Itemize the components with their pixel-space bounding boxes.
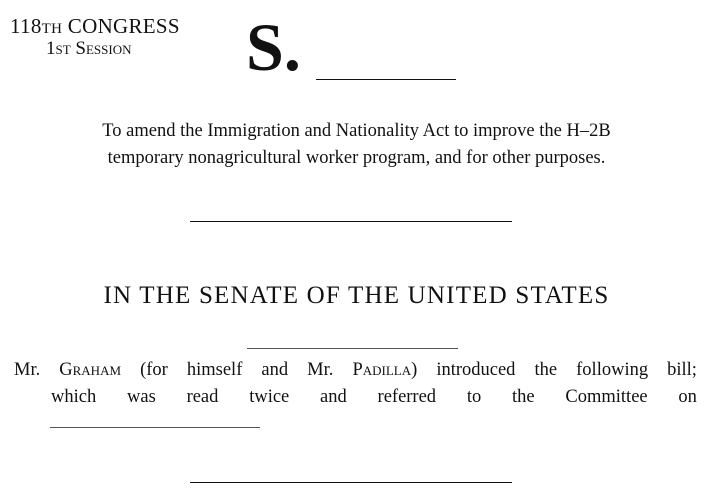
divider-rule-bottom [190, 482, 512, 483]
congress-ordinal: th [41, 14, 63, 38]
intro-word: the [534, 360, 558, 380]
intro-word: bill; [667, 360, 697, 380]
intro-word: read [186, 387, 219, 407]
committee-blank-line [50, 427, 260, 428]
divider-rule-thin [247, 348, 458, 349]
intro-word: on [678, 387, 697, 407]
divider-rule-top [190, 221, 512, 222]
intro-word: and [320, 387, 347, 407]
sponsor-name: Graham [59, 360, 122, 380]
intro-word: Committee [565, 387, 648, 407]
intro-word: introduced [436, 360, 516, 380]
intro-word: the [512, 387, 535, 407]
cosponsor-name: Padilla) [352, 360, 418, 380]
intro-word: was [127, 387, 156, 407]
congress-label [10, 14, 210, 38]
intro-word: to [466, 387, 482, 407]
intro-word: Mr. [14, 360, 41, 380]
session-word: Session [75, 38, 132, 59]
bill-number-blank-line [316, 79, 456, 80]
bill-prefix: S. [246, 9, 301, 85]
introduction-statement [14, 357, 697, 411]
session-ordinal: st [55, 38, 71, 59]
session-number: 1 [46, 38, 56, 59]
session-label [46, 38, 210, 60]
intro-word: (for [140, 360, 168, 380]
intro-word: himself [186, 360, 243, 380]
congress-session-block [10, 14, 210, 60]
introduction-line-1 [14, 357, 697, 384]
congress-word: CONGRESS [67, 14, 180, 38]
introduction-line-2 [51, 384, 697, 411]
purpose-line-2: temporary nonagricultural worker program, and for other purposes. [107, 148, 606, 168]
chamber-heading: IN THE SENATE OF THE UNITED STATES [103, 282, 610, 309]
intro-word: and [261, 360, 289, 380]
congress-number: 118 [10, 14, 42, 38]
purpose-line-1: To amend the Immigration and Nationality Act to improve the H–2B [102, 121, 611, 141]
intro-word: twice [249, 387, 290, 407]
intro-word: referred [377, 387, 437, 407]
intro-word: Mr. [307, 360, 334, 380]
intro-word: which [51, 387, 97, 407]
bill-purpose [0, 118, 713, 172]
intro-word: following [576, 360, 649, 380]
